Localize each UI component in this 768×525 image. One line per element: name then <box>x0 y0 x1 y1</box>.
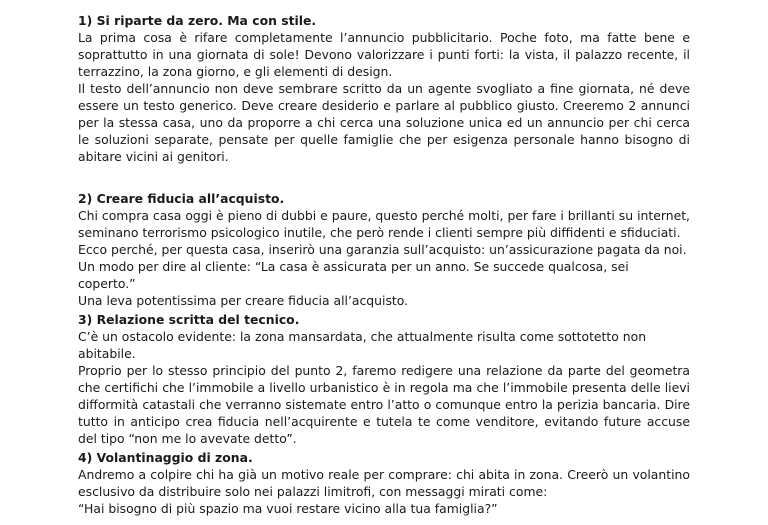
section-3-paragraph-1: C’è un ostacolo evidente: la zona mansardata, che attualmente risulta come sottotetto non abitabile. <box>78 329 647 361</box>
section-1-paragraph-2: Il testo dell’annuncio non deve sembrare scritto da un agente svogliato a fine giornata, né deve essere un testo generico. Deve creare desiderio e parlare al pubblico giusto. Creeremo 2 annunci per la stessa casa, uno da proporre a chi cerca una soluzione unica ed un annuncio per chi cerca le soluzioni separate, pensate per quelle famiglie che per esigenza personale hanno bisogno di abitare vicini ai genitori. <box>78 81 690 164</box>
section-2-paragraph-4: Una leva potentissima per creare fiducia all’acquisto. <box>78 293 409 308</box>
section-4-heading: 4) Volantinaggio di zona. <box>78 450 253 465</box>
section-2-paragraph-1: Chi compra casa oggi è pieno di dubbi e paure, questo perché molti, per fare i brillanti su internet, seminano terrorismo psicologico inutile, che però rende i clienti sempre più diffidenti e sfiduciati. <box>78 208 690 240</box>
section-2 <box>78 190 690 309</box>
section-3-paragraph-2: Proprio per lo stesso principio del punto 2, faremo redigere una relazione da parte del geometra che certifichi che l’immobile a livello urbanistico è in regola ma che l’immobile presenta delle lievi difformità catastali che verranno sistemate entro l’atto o comunque entro la perizia bancaria. Dire tutto in anticipo crea fiducia nell’acquirente e tutela te come venditore, evitando future accuse del tipo “non me lo avevate detto”. <box>78 363 690 446</box>
section-4-paragraph-1: Andremo a colpire chi ha già un motivo reale per comprare: chi abita in zona. Creerò un volantino esclusivo da distribuire solo nei palazzi limitrofi, con messaggi mirati come: <box>78 467 690 499</box>
section-1 <box>78 12 690 165</box>
section-2-paragraph-3: Un modo per dire al cliente: “La casa è assicurata per un anno. Se succede qualcosa, sei coperto.” <box>78 259 629 291</box>
section-3 <box>78 311 690 447</box>
section-3-heading: 3) Relazione scritta del tecnico. <box>78 312 300 327</box>
section-2-heading: 2) Creare fiducia all’acquisto. <box>78 191 285 206</box>
section-2-paragraph-2: Ecco perché, per questa casa, inserirò una garanzia sull’acquisto: un’assicurazione pagata da noi. <box>78 242 687 257</box>
section-1-paragraph-1: La prima cosa è rifare completamente l’annuncio pubblicitario. Poche foto, ma fatte bene e soprattutto in una giornata di sole! Devono valorizzare i punti forti: la vista, il palazzo recente, il terrazzino, la zona giorno, e gli elementi di design. <box>78 30 690 79</box>
section-4-paragraph-2: “Hai bisogno di più spazio ma vuoi restare vicino alla tua famiglia?” <box>78 501 498 516</box>
section-4 <box>78 449 690 525</box>
section-1-heading: 1) Si riparte da zero. Ma con stile. <box>78 13 317 28</box>
